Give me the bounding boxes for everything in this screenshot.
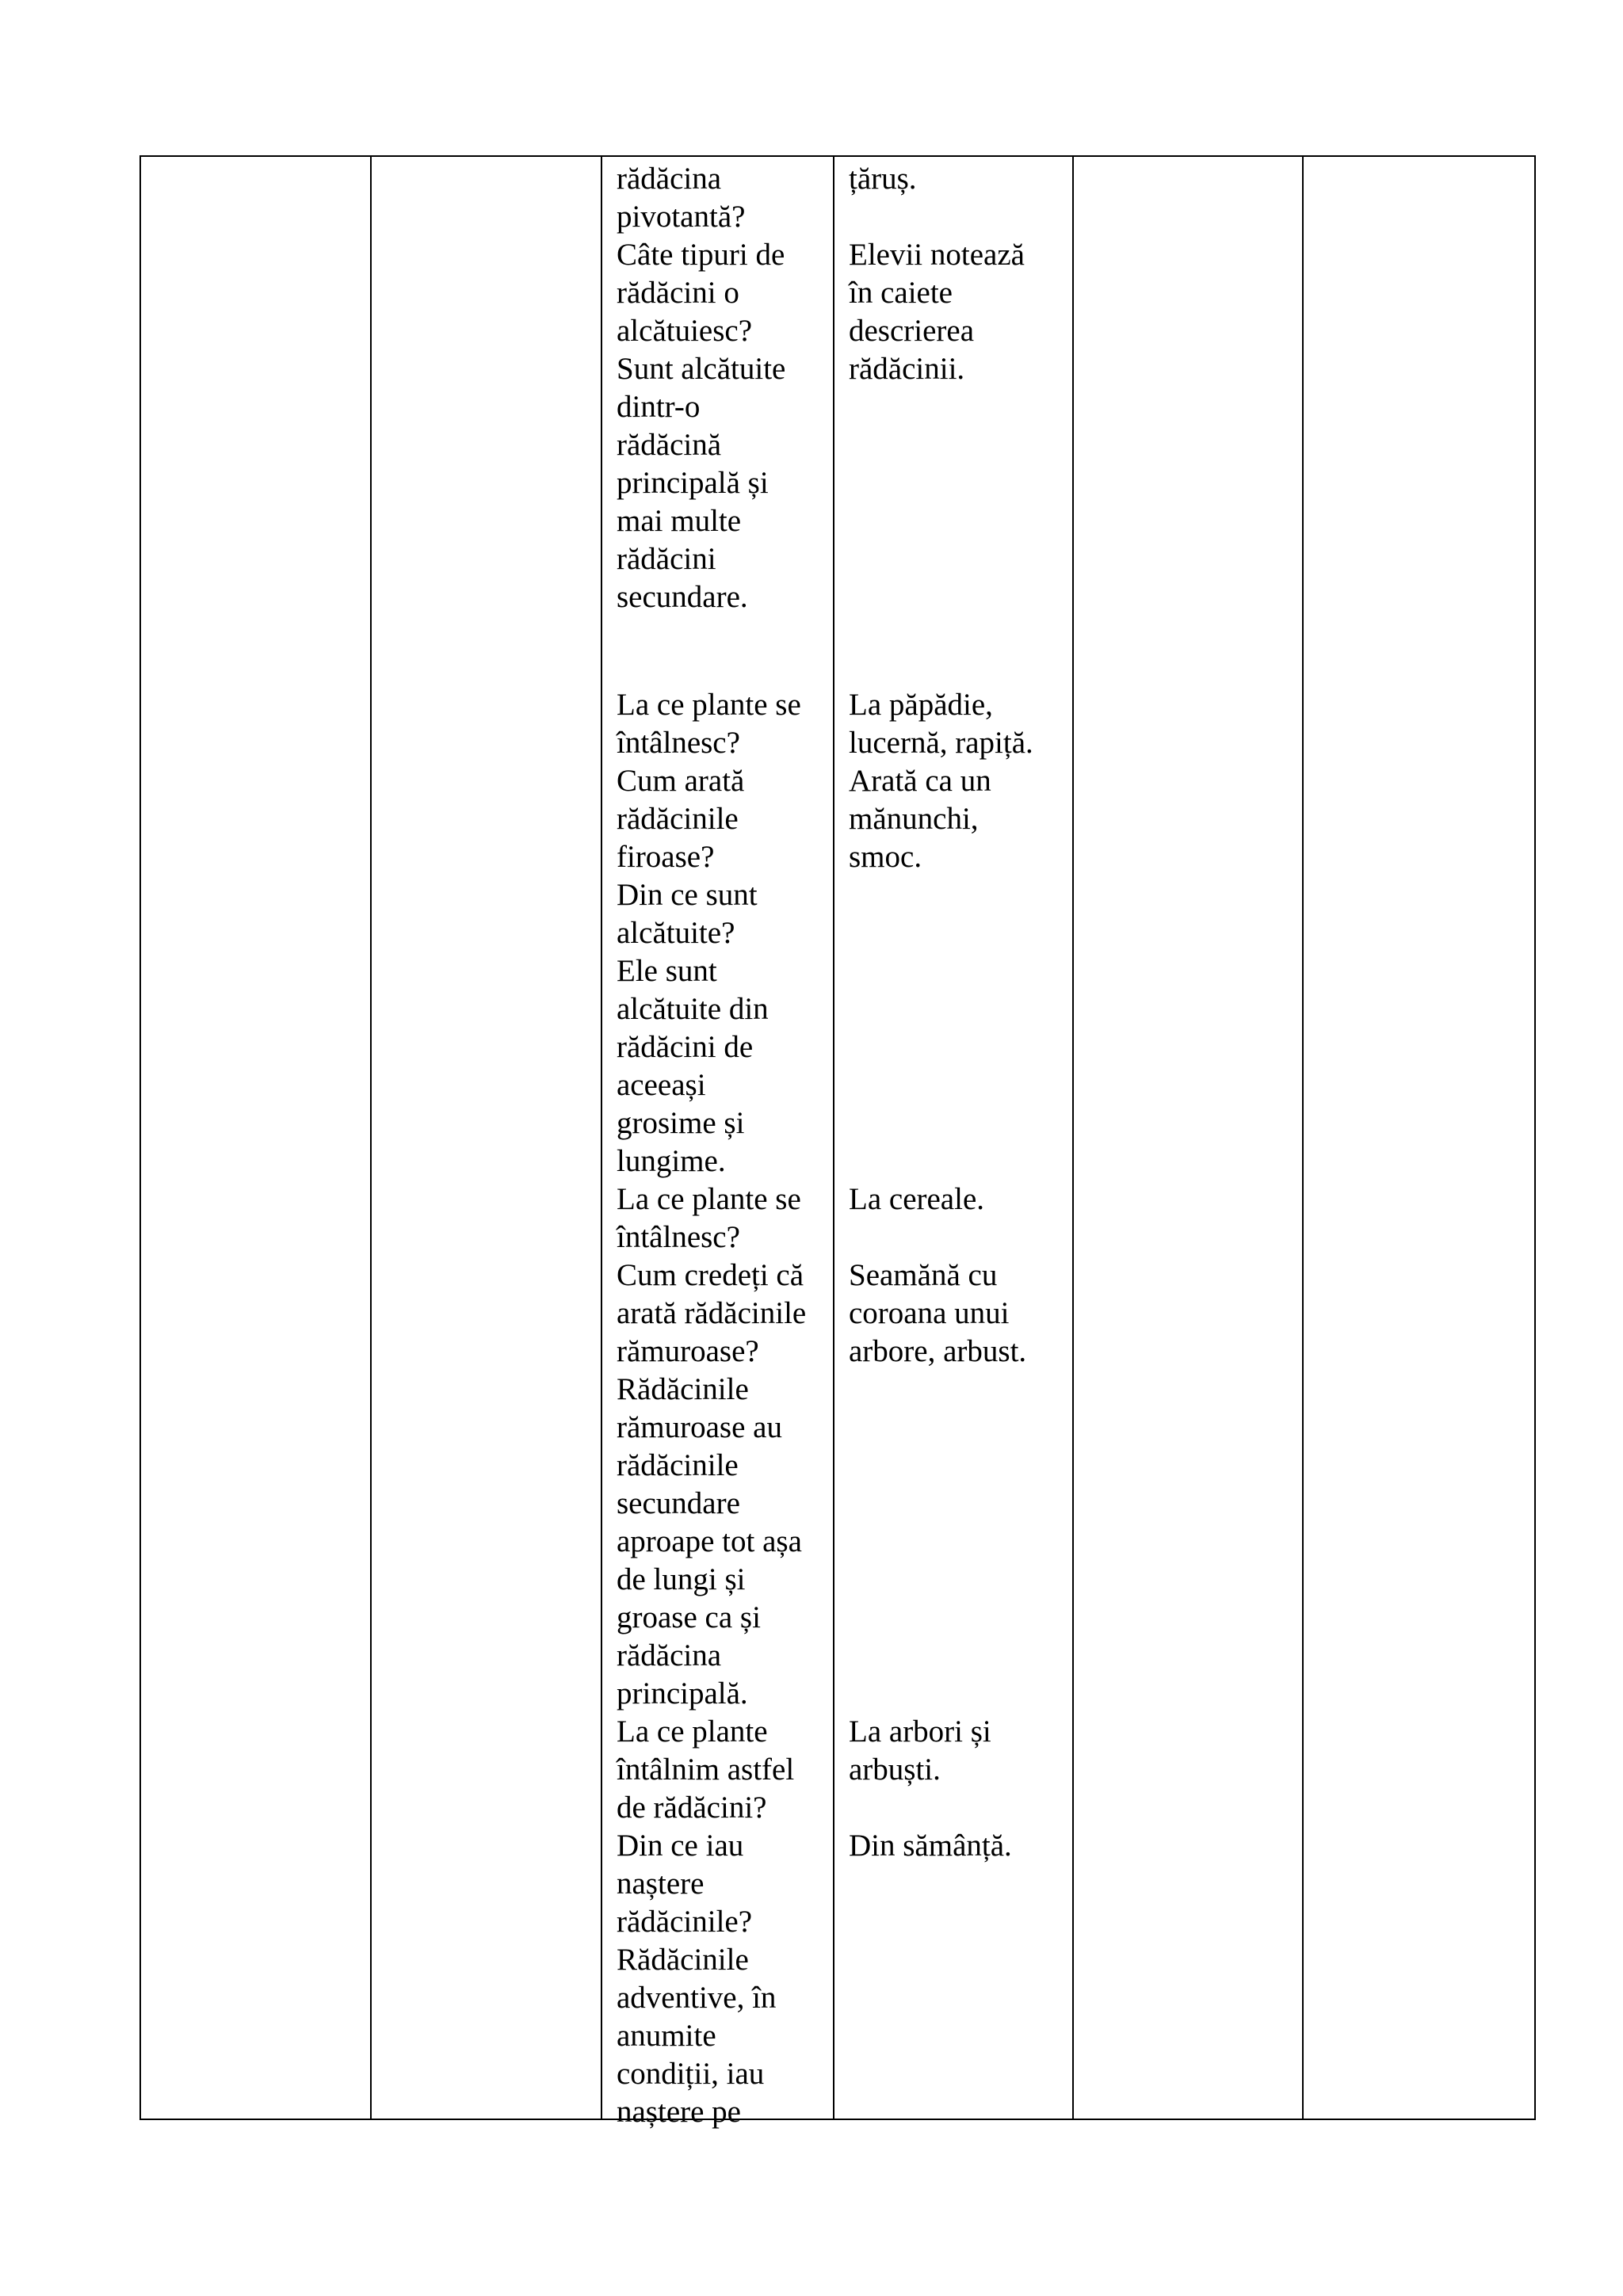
text-line: Arată ca un (849, 764, 991, 798)
text-line: întâlnim astfel (617, 1753, 795, 1787)
text-line: La ce plante se (617, 1182, 801, 1216)
text-line: rădăcini de (617, 1030, 754, 1064)
text-line: smoc. (849, 840, 922, 874)
text-line (849, 1789, 1012, 1827)
text-line: de lungi și (617, 1562, 746, 1596)
text-line: arbuști. (849, 1753, 941, 1787)
text-line: arată rădăcinile (617, 1296, 807, 1330)
text-line: Elevii notează (849, 238, 1025, 272)
text-line: rădăcina (617, 162, 722, 196)
text-line: rădăcinile (617, 1448, 739, 1482)
text-line: rădăcină (617, 428, 722, 462)
text-line: pivotantă? (617, 200, 746, 234)
text-line: condiții, iau (617, 2057, 765, 2091)
table-cell-student-activity (834, 156, 1073, 2119)
text-line: rămuroase au (617, 1410, 782, 1444)
text-line: întâlnesc? (617, 726, 740, 760)
text-line: rădăcinile? (617, 1905, 753, 1939)
text-line: Sunt alcătuite (617, 352, 786, 386)
text-line: coroana unui (849, 1296, 1010, 1330)
table-row (140, 156, 1535, 2119)
text-line: Ele sunt (617, 954, 717, 988)
student-text-block-4 (849, 1713, 1012, 1865)
text-line: naștere pe (617, 2095, 741, 2129)
text-line: grosime și (617, 1106, 745, 1140)
text-line: lungime. (617, 1144, 726, 1178)
text-line: mănunchi, (849, 802, 979, 836)
text-line: arbore, arbust. (849, 1334, 1027, 1368)
teacher-text-block-1 (617, 160, 785, 616)
table-cell-col-6 (1303, 156, 1535, 2119)
text-line (849, 198, 1025, 236)
text-line: anumite (617, 2019, 716, 2053)
text-line: Din ce sunt (617, 878, 758, 912)
text-line: lucernă, rapiță. (849, 726, 1033, 760)
text-line: țăruș. (849, 162, 917, 196)
text-line: La cereale. (849, 1182, 985, 1216)
teacher-text-block-2 (617, 686, 806, 2131)
text-line: Din sămânță. (849, 1829, 1012, 1863)
text-line: rămuroase? (617, 1334, 759, 1368)
text-line: aproape tot așa (617, 1524, 802, 1558)
table-cell-col-5 (1073, 156, 1303, 2119)
text-line: întâlnesc? (617, 1220, 740, 1254)
text-line: mai multe (617, 504, 742, 538)
text-line: rădăcinii. (849, 352, 965, 386)
text-line: Cum credeți că (617, 1258, 804, 1292)
student-text-block-2 (849, 686, 1033, 876)
text-line: La arbori și (849, 1714, 991, 1749)
text-line: Seamănă cu (849, 1258, 998, 1292)
text-line: principală și (617, 466, 769, 500)
text-line: alcătuiesc? (617, 314, 753, 348)
text-line: La ce plante (617, 1714, 768, 1749)
text-line: de rădăcini? (617, 1791, 767, 1825)
text-line: La ce plante se (617, 688, 801, 722)
text-line (849, 1219, 1026, 1257)
text-line: Din ce iau (617, 1829, 744, 1863)
text-line: La păpădie, (849, 688, 993, 722)
text-line: secundare. (617, 580, 748, 614)
text-line: aceeași (617, 1068, 706, 1102)
text-line: groase ca și (617, 1600, 761, 1634)
text-line: rădăcina (617, 1638, 722, 1672)
student-text-block-3 (849, 1180, 1026, 1371)
text-line: secundare (617, 1486, 740, 1520)
text-line: rădăcini (617, 542, 716, 576)
text-line: Rădăcinile (617, 1943, 749, 1977)
text-line: rădăcini o (617, 276, 739, 310)
student-text-block-1 (849, 160, 1025, 388)
text-line: în caiete (849, 276, 953, 310)
text-line: alcătuite? (617, 916, 735, 950)
text-line: descrierea (849, 314, 975, 348)
text-line: alcătuite din (617, 992, 769, 1026)
text-line: rădăcinile (617, 802, 739, 836)
text-line: principală. (617, 1676, 748, 1711)
text-line: naștere (617, 1867, 705, 1901)
text-line: dintr-o (617, 390, 701, 424)
text-line: Cum arată (617, 764, 745, 798)
table-cell-teacher-activity (601, 156, 834, 2129)
table-cell-col-1 (140, 156, 371, 2119)
text-line: Rădăcinile (617, 1372, 749, 1406)
text-line: Câte tipuri de (617, 238, 785, 272)
lesson-plan-table (139, 155, 1536, 2129)
table-cell-col-2 (371, 156, 601, 2119)
text-line: adventive, în (617, 1981, 777, 2015)
text-line: firoase? (617, 840, 715, 874)
